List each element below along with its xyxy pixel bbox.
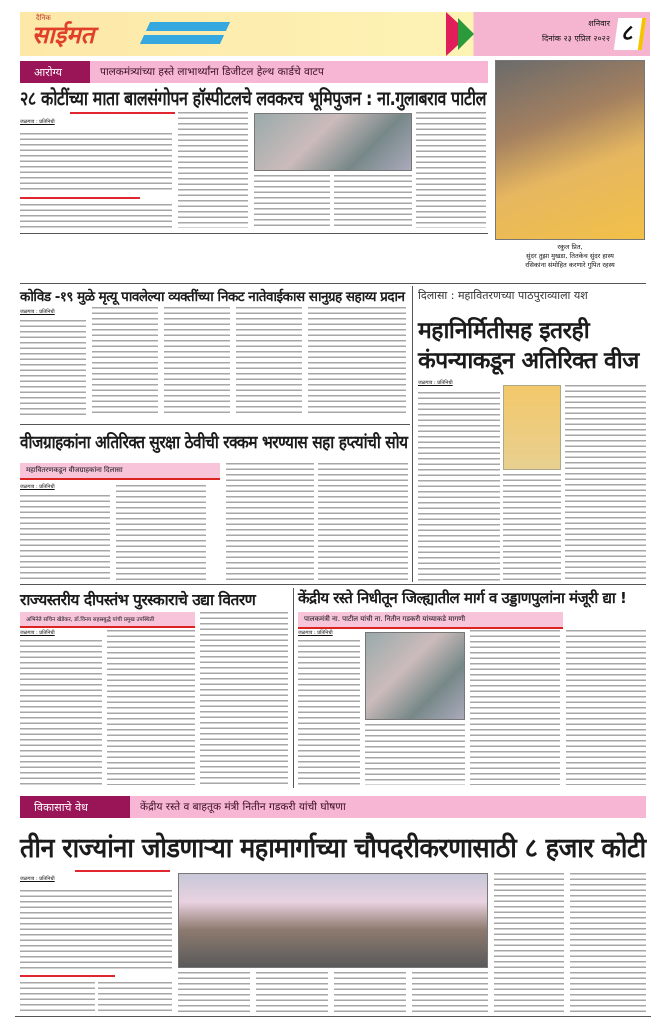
article-text bbox=[565, 385, 646, 582]
divider bbox=[20, 975, 115, 977]
meeting-photo bbox=[365, 632, 465, 720]
page-border bbox=[15, 1016, 651, 1017]
article-text bbox=[20, 320, 86, 416]
headline: कंपन्याकडून अतिरिक्त वीज bbox=[418, 348, 639, 374]
divider bbox=[20, 233, 488, 234]
strip-headline: केंद्रीय रस्ते व बाहतूक मंत्री नितीन गडकरी यांची घोषणा bbox=[140, 801, 346, 813]
page-number: ८ bbox=[614, 18, 646, 50]
issue-day: शनिवार bbox=[588, 19, 610, 28]
article-text bbox=[20, 204, 172, 228]
kicker: दिलासा : महावितरणच्या पाठपुराव्याला यश bbox=[418, 289, 588, 302]
article-text bbox=[416, 112, 486, 228]
byline: जळगाव : प्रतिनिधी bbox=[20, 484, 55, 490]
section-strip bbox=[20, 61, 488, 83]
article-text bbox=[200, 612, 288, 785]
article-text bbox=[20, 640, 102, 785]
section-tag: आरोग्य bbox=[20, 61, 90, 83]
logo-stripe bbox=[146, 22, 230, 31]
photo-caption bbox=[495, 243, 645, 270]
article-text bbox=[20, 495, 110, 580]
logo-tagline: दैनिक bbox=[36, 14, 51, 22]
subheadline: महावितरणकडून वीजग्राहकांना दिलासा bbox=[20, 463, 220, 480]
headline: महानिर्मितीसह इतरही bbox=[418, 318, 590, 344]
column-divider bbox=[293, 588, 294, 788]
article-text bbox=[92, 307, 158, 416]
byline: जळगाव : प्रतिनिधी bbox=[20, 630, 55, 636]
byline: जळगाव : प्रतिनिधी bbox=[20, 119, 55, 125]
article-text bbox=[226, 463, 314, 580]
article-text bbox=[318, 463, 408, 580]
article-text bbox=[566, 630, 646, 785]
article-text bbox=[164, 307, 230, 416]
article-text bbox=[254, 175, 330, 228]
article-text bbox=[178, 972, 250, 1012]
divider bbox=[20, 283, 646, 284]
article-text bbox=[334, 175, 412, 228]
subheadline: अभिनेते सचिन खेडेकर, डॉ.विनय सहस्रबुद्धे यांची प्रमुख उपस्थिती bbox=[20, 612, 195, 628]
divider bbox=[75, 870, 170, 872]
byline: जळगाव : प्रतिनिधी bbox=[298, 630, 333, 636]
article-text bbox=[418, 392, 500, 582]
power-tower-photo bbox=[503, 385, 561, 470]
article-lead bbox=[20, 890, 172, 970]
caption-name: रकुल प्रित, bbox=[557, 243, 583, 251]
section-strip bbox=[20, 796, 646, 818]
article-text bbox=[116, 485, 206, 580]
headline: कोविड -१९ मुळे मृत्यू पावलेल्या व्यक्तींच्या निकट नातेवाईकास सानुग्रह सहाय्य प्रदान bbox=[20, 289, 405, 305]
strip-headline: पालकमंत्र्यांच्या हस्ते लाभार्थ्यांना डिजीटल हेल्थ कार्डचे वाटप bbox=[100, 66, 324, 78]
logo-stripe bbox=[140, 35, 224, 44]
headline: वीजग्राहकांना अतिरिक्त सुरक्षा ठेवीची रक्कम भरण्यास सहा हप्त्यांची सोय bbox=[20, 433, 408, 453]
byline: जळगाव : प्रतिनिधी bbox=[20, 309, 55, 315]
article-text bbox=[178, 112, 248, 228]
article-text bbox=[470, 630, 560, 785]
decorative-triangle bbox=[458, 18, 474, 50]
byline: जळगाव : प्रतिनिधी bbox=[20, 876, 55, 882]
divider bbox=[20, 584, 646, 585]
article-text bbox=[503, 474, 561, 582]
subheadline: पालकमंत्री ना. पाटील यांची ना. नितीन गडकरी यांच्याकडे मागणी bbox=[298, 612, 563, 629]
article-text bbox=[298, 640, 360, 785]
event-photo bbox=[254, 113, 412, 171]
divider bbox=[20, 197, 140, 199]
issue-date: दिनांक २३ एप्रिल २०२२ bbox=[541, 34, 610, 43]
column-divider bbox=[412, 286, 413, 582]
headline: २८ कोटींच्या माता बालसंगोपन हॉस्पीटलचे लवकरच भूमिपुजन : ना.गुलाबराव पाटील bbox=[20, 87, 487, 110]
headline: राज्यस्तरीय दीपस्तंभ पुरस्काराचे उद्या वितरण bbox=[20, 591, 256, 609]
article-text bbox=[98, 982, 172, 1012]
article-text bbox=[20, 982, 95, 1012]
article-text bbox=[412, 972, 488, 1012]
article-lead bbox=[20, 133, 172, 193]
article-text bbox=[256, 972, 328, 1012]
newspaper-logo: साईमत bbox=[32, 20, 95, 49]
article-text bbox=[308, 307, 406, 416]
article-text bbox=[236, 307, 302, 416]
section-tag: विकासाचे वेध bbox=[20, 796, 130, 818]
divider bbox=[70, 112, 175, 114]
article-text bbox=[365, 724, 465, 785]
caption-line: रसिकांना संमोहित करणारे गुपित रहस्य bbox=[525, 261, 615, 269]
actress-photo bbox=[495, 60, 645, 240]
article-text bbox=[334, 972, 406, 1012]
byline: जळगाव : प्रतिनिधी bbox=[418, 380, 453, 386]
headline: तीन राज्यांना जोडणाऱ्या महामार्गाच्या चौपदरीकरणासाठी ८ हजार कोटी bbox=[20, 833, 646, 864]
article-text bbox=[570, 873, 646, 1012]
headline: केंद्रीय रस्ते निधीतून जिल्ह्यातील मार्ग व उड्डाणपुलांना मंजूरी द्या ! bbox=[298, 589, 627, 607]
divider bbox=[20, 424, 410, 425]
event-stage-photo bbox=[178, 873, 488, 968]
caption-line: सुंदर तुझा मुखडा, तितकेच सुंदर हास्य bbox=[526, 252, 614, 260]
article-text bbox=[494, 873, 564, 1012]
article-text bbox=[107, 630, 195, 785]
